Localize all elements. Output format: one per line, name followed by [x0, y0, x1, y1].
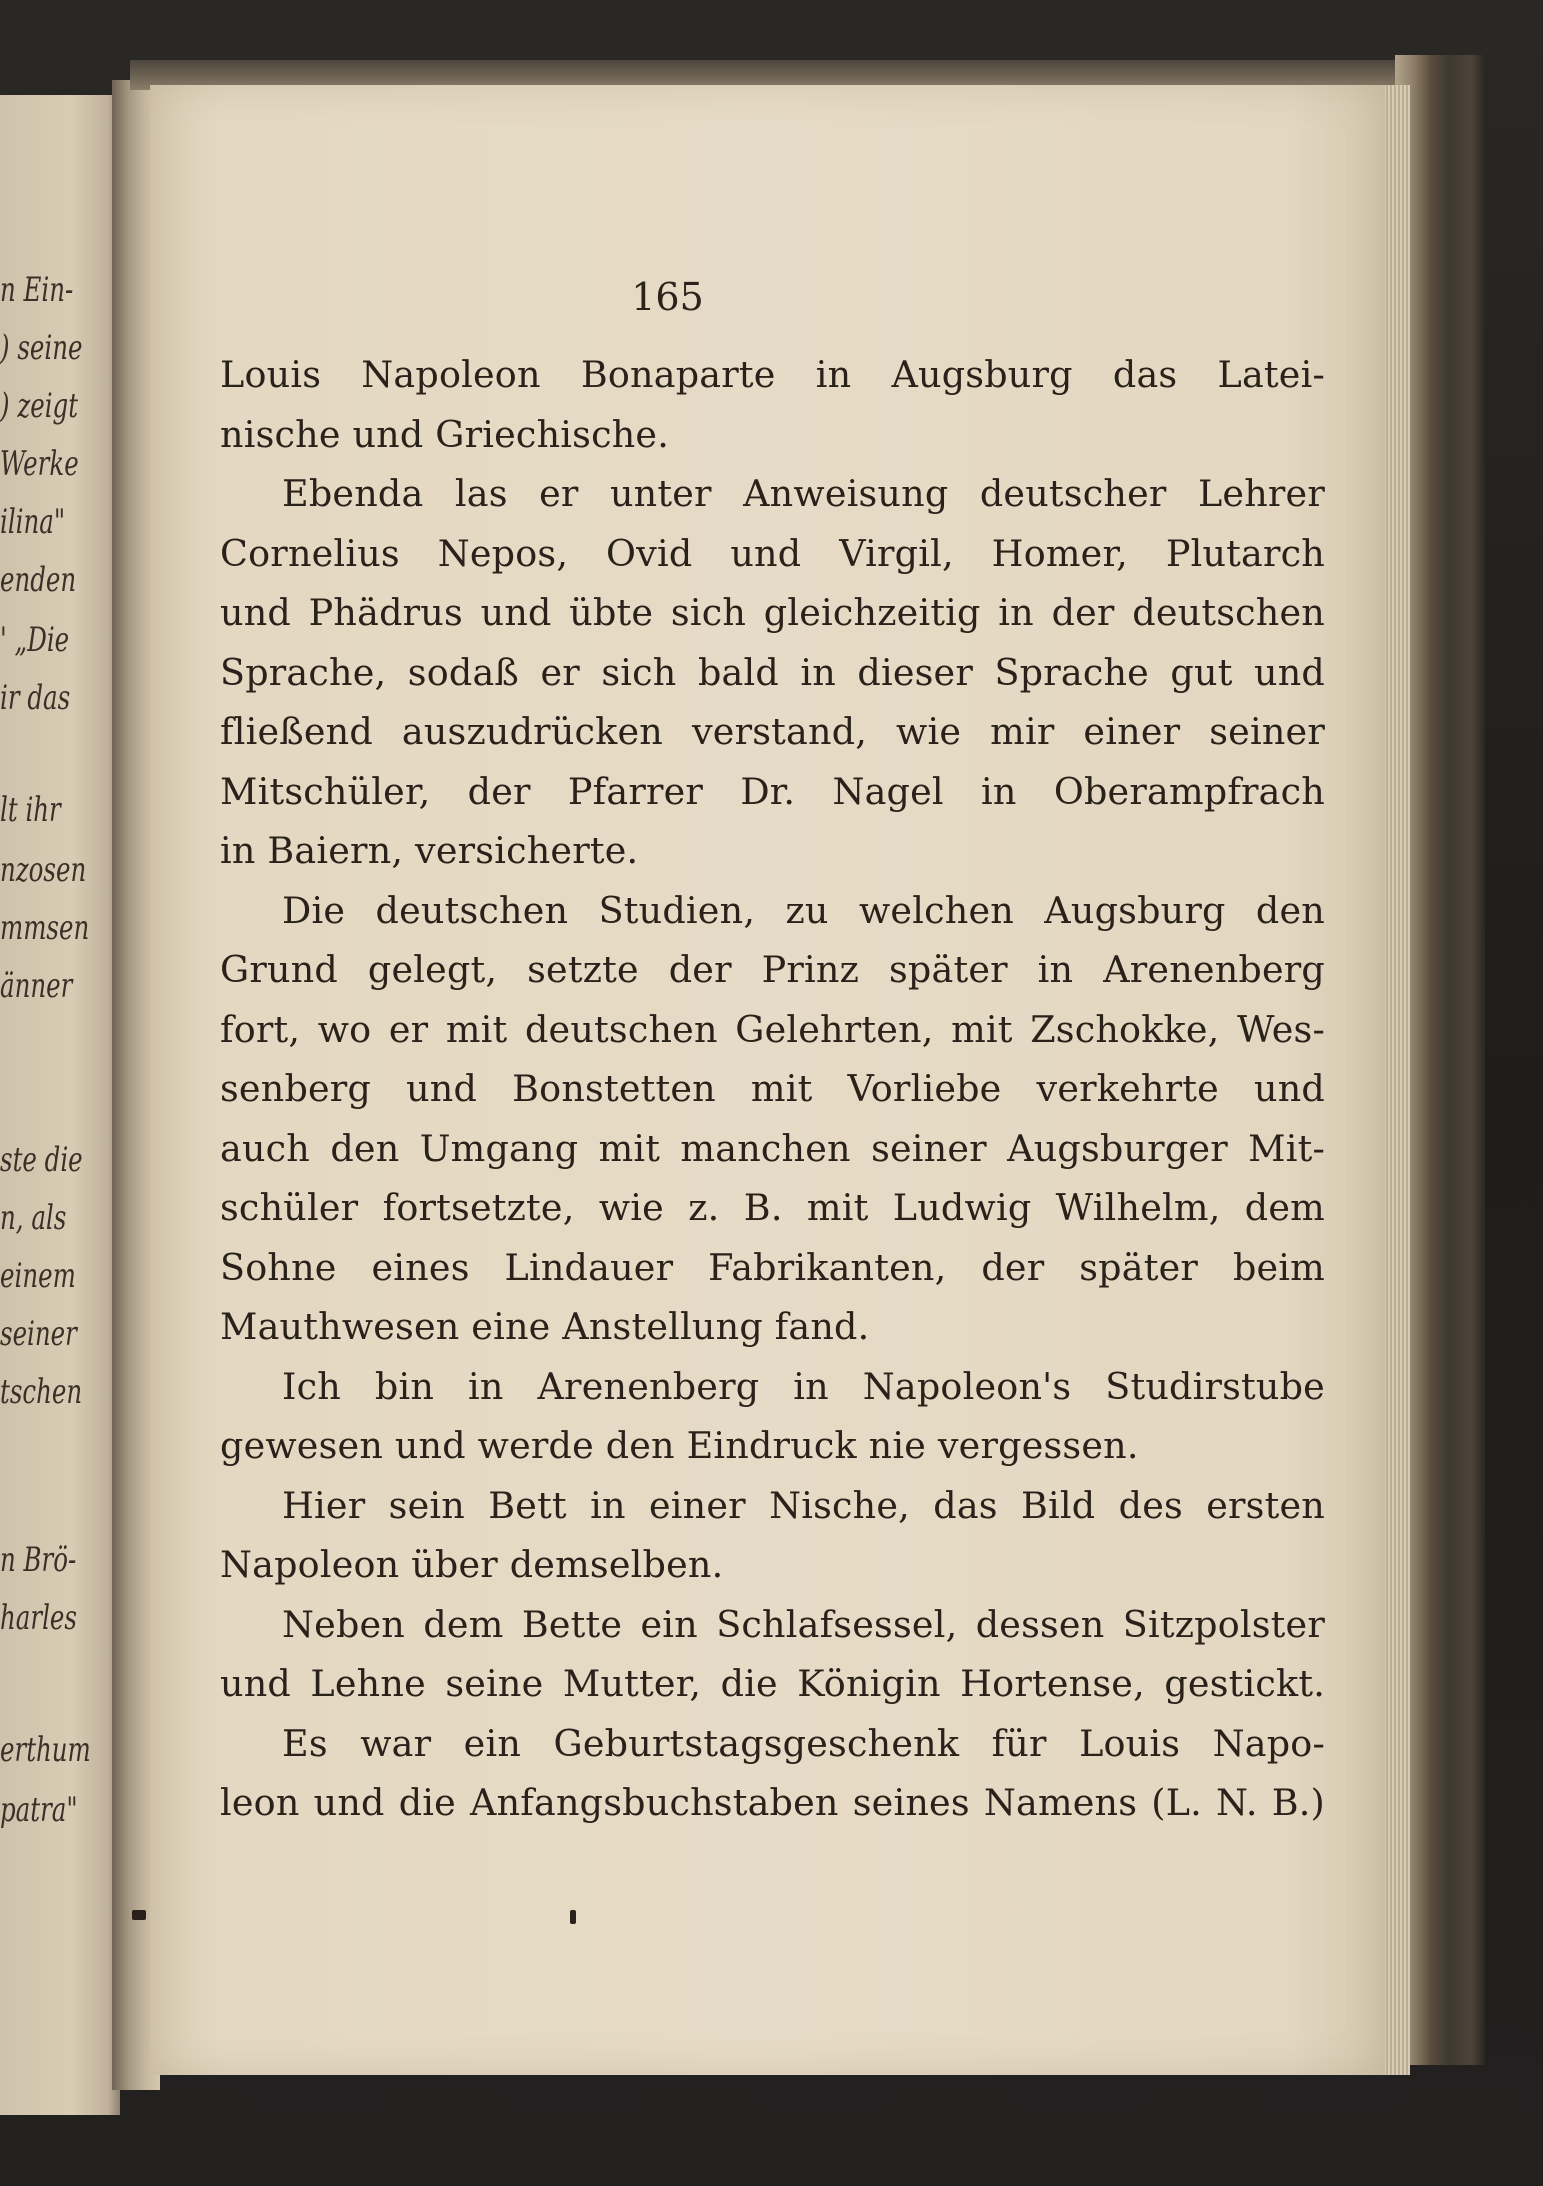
text-line: gewesen und werde den Eindruck nie vergessen. — [220, 1424, 1139, 1467]
facing-page-fragment: einem — [0, 1256, 76, 1296]
facing-page-fragment: lt ihr — [0, 790, 61, 830]
text-line: Neben dem Bette ein Schlafsessel, dessen Sitzpolster — [282, 1602, 1325, 1646]
facing-page-fragment: ste die — [0, 1140, 83, 1180]
facing-page-fragment: nzosen — [0, 850, 87, 890]
facing-page-fragment: änner — [0, 966, 73, 1006]
facing-page-fragment: ' „Die — [0, 620, 70, 660]
text-line: Ebenda las er unter Anweisung deutscher Lehrer — [282, 472, 1325, 515]
facing-page-fragment: n Ein- — [0, 270, 74, 310]
facing-page-fragment: ir das — [0, 678, 71, 718]
facing-page-fragment: harles — [0, 1598, 77, 1638]
text-line: Mauthwesen eine Anstellung fand. — [220, 1305, 870, 1348]
text-line: Napoleon über demselben. — [220, 1543, 724, 1586]
facing-page-fragment: n, als — [0, 1198, 67, 1238]
text-line: senberg und Bonstetten mit Vorliebe verkehrte und — [220, 1067, 1325, 1110]
page-text — [220, 345, 1325, 1833]
facing-page-fragment: patra" — [0, 1790, 78, 1830]
page-number: 165 — [631, 275, 704, 319]
text-line: Es war ein Geburtstagsgeschenk für Louis Napo- — [282, 1721, 1325, 1765]
facing-page-fragment: mmsen — [0, 908, 90, 948]
text-line: auch den Umgang mit manchen seiner Augsburger Mit- — [220, 1126, 1325, 1170]
ink-speck — [132, 1910, 146, 1920]
facing-page-fragment: erthum — [0, 1730, 91, 1770]
text-line: Grund gelegt, setzte der Prinz später in Arenenberg — [220, 948, 1325, 991]
text-line: fließend auszudrücken verstand, wie mir einer seiner — [220, 710, 1325, 753]
facing-page-fragment: ilina" — [0, 502, 66, 542]
book-page — [150, 85, 1385, 2075]
facing-page-fragment: enden — [0, 560, 77, 600]
text-line: Sohne eines Lindauer Fabrikanten, der später beim — [220, 1245, 1325, 1289]
text-line: Louis Napoleon Bonaparte in Augsburg das Latei- — [220, 353, 1325, 396]
facing-page — [0, 95, 120, 2115]
text-line: Die deutschen Studien, zu welchen Augsburg den — [282, 888, 1325, 932]
text-line: in Baiern, versicherte. — [220, 829, 639, 872]
text-line: schüler fortsetzte, wie z. B. mit Ludwig Wilhelm, dem — [220, 1186, 1325, 1229]
text-line: Hier sein Bett in einer Nische, das Bild des ersten — [282, 1483, 1325, 1527]
facing-page-fragment: n Brö- — [0, 1540, 77, 1580]
text-line: Mitschüler, der Pfarrer Dr. Nagel in Oberampfrach — [220, 769, 1325, 813]
text-line: fort, wo er mit deutschen Gelehrten, mit Zschokke, Wes- — [220, 1007, 1325, 1051]
text-line: Cornelius Nepos, Ovid und Virgil, Homer, Plutarch — [220, 531, 1325, 575]
facing-page-fragment: Werke — [0, 444, 79, 484]
facing-page-fragment: ) seine — [0, 328, 83, 368]
text-line: und Phädrus und übte sich gleichzeitig in der deutschen — [220, 591, 1325, 634]
text-line: Sprache, sodaß er sich bald in dieser Sprache gut und — [220, 650, 1325, 694]
text-line: leon und die Anfangsbuchstaben seines Namens (L. N. B.) — [220, 1781, 1325, 1824]
text-line: nische und Griechische. — [220, 412, 670, 456]
facing-page-fragment: tschen — [0, 1372, 83, 1412]
facing-page-fragment: ) zeigt — [0, 386, 79, 426]
ink-speck — [570, 1910, 576, 1924]
text-line: Ich bin in Arenenberg in Napoleon's Studirstube — [282, 1364, 1325, 1408]
facing-page-fragment: seiner — [0, 1314, 77, 1354]
text-line: und Lehne seine Mutter, die Königin Hortense, gestickt. — [220, 1662, 1325, 1705]
